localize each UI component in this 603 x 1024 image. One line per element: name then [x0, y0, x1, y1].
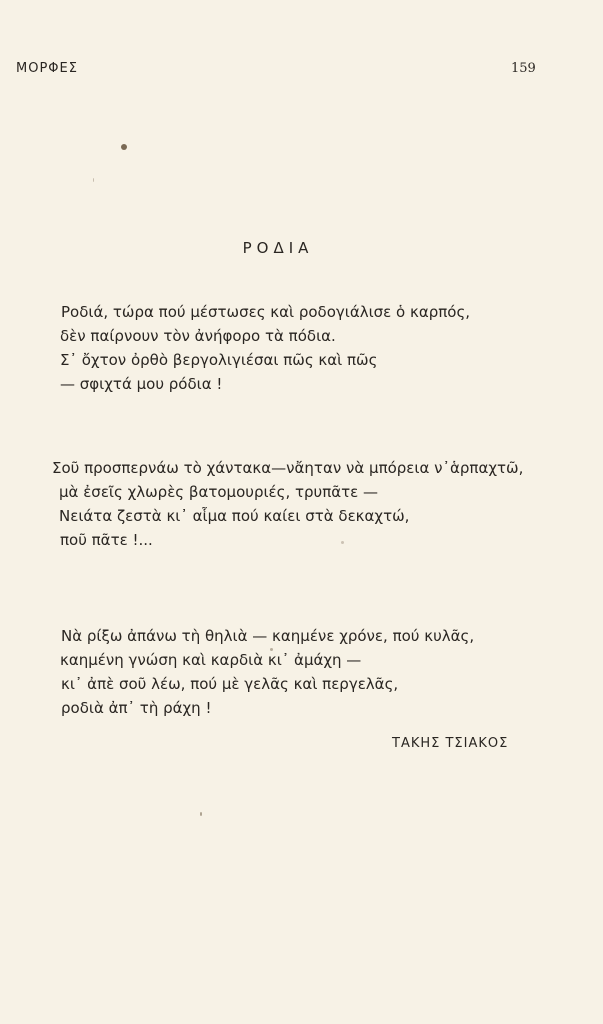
poem-line: ροδιὰ ἀπ᾽ τὴ ράχη !	[61, 699, 212, 717]
running-head: ΜΟΡΦΕΣ	[16, 61, 78, 76]
paper-speck	[341, 541, 344, 544]
poem-author: ΤΑΚΗΣ ΤΣΙΑΚΟΣ	[392, 736, 509, 751]
poem-line: Σοῦ προσπερνάω τὸ χάντακα—νἄηταν νὰ μπόρεια ν᾽ἁρπαχτῶ,	[52, 459, 524, 477]
paper-speck	[121, 144, 127, 150]
paper-speck	[93, 178, 94, 182]
poem-line: ποῦ πᾶτε !...	[60, 531, 153, 549]
poem-line: Νὰ ρίξω ἀπάνω τὴ θηλιὰ — καημένε χρόνε, πού κυλᾶς,	[61, 627, 475, 645]
paper-speck	[200, 812, 202, 816]
page-number: 159	[511, 61, 536, 76]
poem-line: μὰ ἐσεῖς χλωρὲς βατομουριές, τρυπᾶτε —	[59, 483, 379, 501]
poem-line: δὲν παίρνουν τὸν ἀνήφορο τὰ πόδια.	[60, 327, 336, 345]
poem-line: Νειάτα ζεστὰ κι᾽ αἷμα πού καίει στὰ δεκαχτώ,	[59, 507, 410, 525]
poem-title: ΡΟΔΙΑ	[242, 239, 314, 257]
poem-line: — σφιχτά μου ρόδια !	[60, 375, 223, 393]
poem-line: Ροδιά, τώρα πού μέστωσες καὶ ροδογιάλισε ὁ καρπός,	[61, 303, 471, 321]
poem-line: καημένη γνώση καὶ καρδιὰ κι᾽ ἀμάχη —	[60, 651, 362, 669]
poem-line: Σ᾽ ὄχτον ὀρθὸ βεργολιγιέσαι πῶς καὶ πῶς	[60, 351, 378, 369]
poem-line: κι᾽ ἀπὲ σοῦ λέω, πού μὲ γελᾶς καὶ περγελᾶς,	[61, 675, 399, 693]
